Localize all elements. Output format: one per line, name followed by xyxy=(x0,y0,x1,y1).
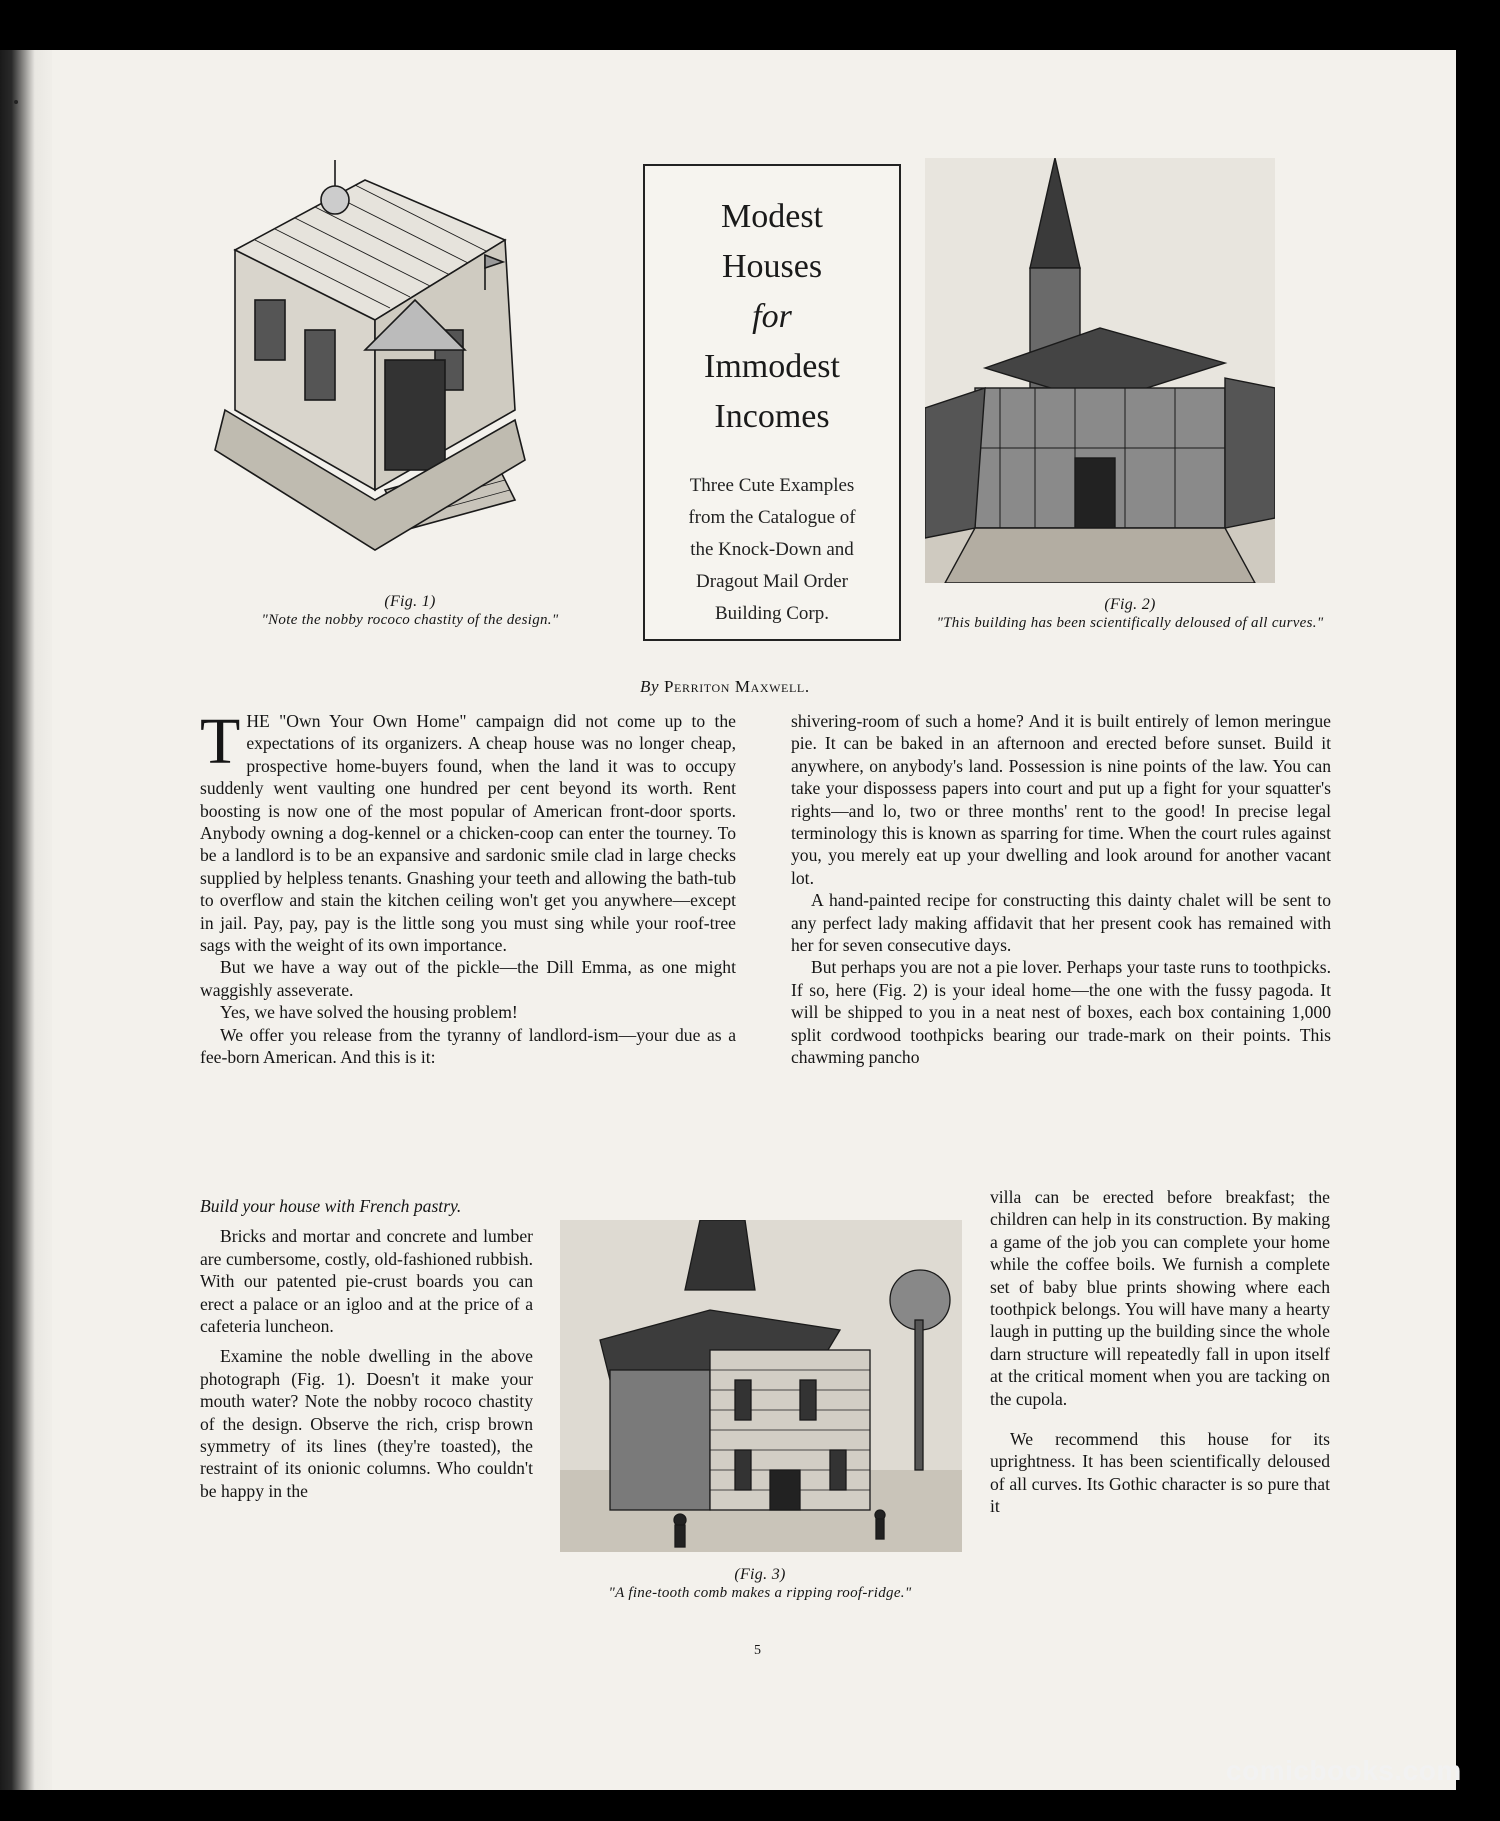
title-line-1: Modest xyxy=(721,198,823,235)
paragraph-10: villa can be erected before breakfast; the children can help in its construction. By making a game of the job you can complete your home while the coffee boils. We furnish a complete set of baby blue prints showing where each toothpick belongs. You will have many a hearty laugh in putting up the building since the whole darn structure will repeatedly fall in upon itself at the critical moment when you are tacking on the cupola. xyxy=(990,1187,1330,1409)
right-column-narrow xyxy=(990,1186,1330,1518)
paragraph-5: Bricks and mortar and concrete and lumber are cumbersome, costly, old-fashioned rubbish. With our patented pie-crust boards you can erect a palace or an igloo and at the price of a cafeteria luncheon. xyxy=(200,1226,533,1337)
left-column-top xyxy=(200,705,736,1069)
article-title xyxy=(645,192,899,442)
right-column-top xyxy=(791,710,1331,1069)
paragraph-6: Examine the noble dwelling in the above photograph (Fig. 1). Doesn't it make your mouth water? Note the nobby rococo chastity of the design. Observe the rich, crisp brown symmetry of its lines (they're toasted), the restraint of its onionic columns. Who couldn't be happy in the xyxy=(200,1346,533,1501)
binding-mark xyxy=(14,100,18,104)
left-column-bottom xyxy=(200,1195,533,1502)
byline-by: By xyxy=(640,677,660,696)
fig3-mansard-house-illustration xyxy=(560,1220,962,1552)
paragraph-7: shivering-room of such a home? And it is built entirely of lemon meringue pie. It can be baked in an afternoon and erected before sunset. Build it anywhere, on anybody's land. Possession is nine points of the law. You can take your dispossess papers into court and put up a fight for your squatter's rights—and lo, two or three months' rent to the good! In precise legal terminology this is known as sparring for time. When the court rules against you, you merely eat up your dwelling and look around for another vacant lot. xyxy=(791,711,1331,888)
fig2-caption xyxy=(920,595,1340,633)
page-number: 5 xyxy=(754,1643,761,1658)
fig2-caption-text: "This building has been scientifically deloused of all curves." xyxy=(936,615,1324,631)
title-line-5: Incomes xyxy=(714,398,830,435)
subtitle-line-3: the Knock-Down and xyxy=(690,539,854,560)
paragraph-8: A hand-painted recipe for constructing this dainty chalet will be sent to any perfect lady making affidavit that her present cook has remained with her for seven consecutive days. xyxy=(791,890,1331,956)
title-line-4: Immodest xyxy=(704,348,840,385)
subtitle-line-1: Three Cute Examples xyxy=(689,475,855,496)
title-box xyxy=(643,164,901,641)
fig2-gothic-house-illustration xyxy=(925,158,1275,583)
subtitle-line-5: Building Corp. xyxy=(714,603,829,624)
fig1-caption-text: "Note the nobby rococo chastity of the design." xyxy=(261,612,559,628)
paragraph-11: We recommend this house for its uprightness. It has been scientifically deloused of all curves. Its Gothic character is so pure that it xyxy=(990,1429,1330,1517)
paragraph-9: But perhaps you are not a pie lover. Perhaps your taste runs to toothpicks. If so, here (Fig. 2) is your ideal home—the one with the fussy pagoda. It will be shipped to you in a neat nest of boxes, each box containing 1,000 split cordwood toothpicks bearing our trade-mark on their points. This chawming pancho xyxy=(791,957,1331,1068)
dropcap: T xyxy=(200,705,241,778)
fig3-caption xyxy=(555,1565,965,1603)
paragraph-4: We offer you release from the tyranny of landlord-ism—your due as a fee-born American. And this is it: xyxy=(200,1024,736,1068)
fig1-label: (Fig. 1) xyxy=(384,593,436,610)
article-subtitle xyxy=(657,470,887,630)
title-line-2: Houses xyxy=(721,248,823,285)
subheading: Build your house with French pastry. xyxy=(200,1196,462,1216)
fig3-label: (Fig. 3) xyxy=(734,1566,786,1583)
subtitle-line-4: Dragout Mail Order xyxy=(696,571,848,592)
watermark: comicbooks.com xyxy=(1226,1755,1462,1786)
paragraph-3: Yes, we have solved the housing problem! xyxy=(220,1002,518,1023)
byline xyxy=(640,677,810,697)
title-line-3: for xyxy=(752,298,792,335)
paragraph-1 xyxy=(200,705,736,956)
page-binding xyxy=(0,50,58,1790)
byline-author: Perriton Maxwell. xyxy=(664,677,810,696)
paragraph-2: But we have a way out of the pickle—the Dill Emma, as one might waggishly asseverate. xyxy=(200,957,736,1000)
fig1-rococo-house-illustration xyxy=(205,160,615,580)
paragraph-1-text: HE "Own Your Own Home" campaign did not come up to the expectations of its organizers. A cheap house was no longer cheap, prospective home-buyers found, when the land it was to occupy suddenly went vaulting one hundred per cent beyond its worth. Rent boosting is now one of the most popular of American front-door sports. Anybody owning a dog-kennel or a chicken-coop can enter the tourney. To be a landlord is to be an expansive and sardonic smile clad in large checks supplied by helpless tenants. Gnashing your teeth and allowing the bath-tub to overflow and stain the kitchen ceiling won't get you anywhere—except in jail. Pay, pay, pay is the little song you must sing while your roof-tree sags with the weight of its own importance. xyxy=(200,711,736,956)
fig1-caption xyxy=(200,592,620,630)
fig2-label: (Fig. 2) xyxy=(1104,596,1156,613)
fig3-caption-text: "A fine-tooth comb makes a ripping roof-ridge." xyxy=(608,1585,912,1601)
subtitle-line-2: from the Catalogue of xyxy=(688,507,856,528)
